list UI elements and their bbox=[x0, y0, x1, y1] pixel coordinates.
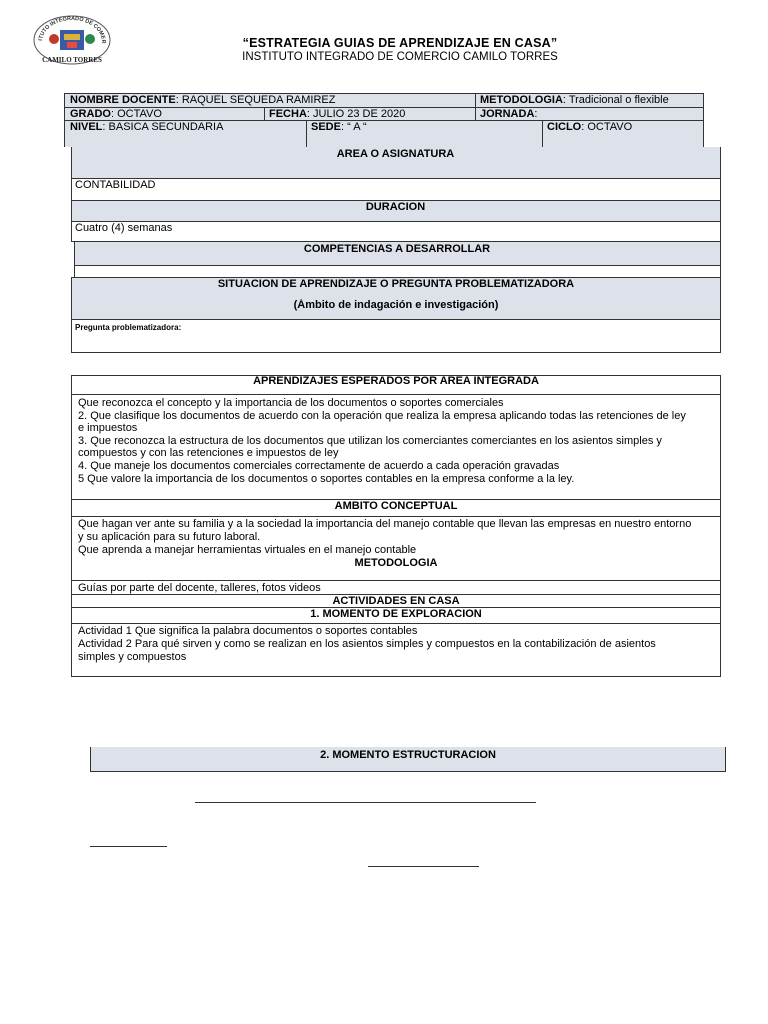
momento-estructuracion-heading: 2. MOMENTO ESTRUCTURACION bbox=[90, 747, 726, 772]
sede-label: SEDE bbox=[311, 121, 341, 133]
actividades-heading: ACTIVIDADES EN CASA bbox=[332, 595, 460, 607]
institution-name: INSTITUTO INTEGRADO DE COMERCIO CAMILO TORRES bbox=[242, 51, 558, 63]
pregunta-label: Pregunta problematizadora: bbox=[75, 323, 182, 332]
document-title: “ESTRATEGIA GUIAS DE APRENDIZAJE EN CASA” bbox=[242, 36, 558, 50]
jornada-label: JORNADA bbox=[480, 108, 535, 120]
logo-caption: CAMILO TORRES bbox=[42, 56, 102, 64]
aprendizaje-line: e impuestos bbox=[78, 422, 138, 435]
nivel-field bbox=[66, 121, 306, 134]
competencias-content bbox=[74, 265, 720, 277]
ciclo-value: : OCTAVO bbox=[581, 121, 633, 133]
docente-label: NOMBRE DOCENTE bbox=[70, 94, 176, 106]
aprendizajes-heading: APRENDIZAJES ESPERADOS POR AREA INTEGRADA bbox=[253, 375, 539, 387]
docente-field bbox=[66, 94, 475, 107]
aprendizaje-line: 5 Que valore la importancia de los documentos o soportes contables en la empresa conforme a la ley. bbox=[78, 472, 575, 485]
jornada-field bbox=[476, 108, 703, 120]
aprendizaje-line: compuestos y con las retenciones e impuestos de ley bbox=[78, 447, 339, 460]
ambito-heading: AMBITO CONCEPTUAL bbox=[334, 500, 458, 512]
ambito-line: y su aplicación para su futuro laboral. bbox=[78, 531, 261, 543]
actividad-line: Actividad 2 Para qué sirven y como se realizan en los asientos simples y compuestos en la contabilización de asientos bbox=[78, 638, 656, 650]
aprendizaje-line: 4. Que maneje los documentos comerciales correctamente de acuerdo a cada operación gravadas bbox=[78, 460, 560, 472]
momento-exploracion-heading: 1. MOMENTO DE EXPLORACION bbox=[310, 608, 482, 620]
area-value: CONTABILIDAD bbox=[75, 179, 156, 191]
metodologia-value: Guías por parte del docente, talleres, fotos videos bbox=[78, 582, 321, 594]
grado-label: GRADO bbox=[70, 108, 111, 120]
ambito-line: Que hagan ver ante su familia y a la sociedad la importancia del manejo contable que llevan las empresas en nuestro entorno bbox=[78, 518, 692, 530]
docente-value: : RAQUEL SEQUEDA RAMIREZ bbox=[175, 94, 336, 106]
nivel-value: : BASICA SECUNDARIA bbox=[102, 121, 224, 133]
situacion-subheading: (Ámbito de indagación e investigación) bbox=[293, 299, 499, 311]
duracion-heading: DURACION bbox=[71, 200, 720, 221]
sede-field bbox=[307, 121, 542, 134]
actividad-line: Actividad 1 Que significa la palabra documentos o soportes contables bbox=[78, 625, 418, 637]
competencias-heading: COMPETENCIAS A DESARROLLAR bbox=[74, 241, 720, 265]
nivel-label: NIVEL bbox=[70, 121, 103, 133]
ciclo-label: CICLO bbox=[547, 121, 582, 133]
grado-field bbox=[66, 108, 264, 120]
ciclo-field bbox=[543, 121, 703, 134]
blank-line bbox=[90, 846, 167, 847]
aprendizaje-line: 3. Que reconozca la estructura de los documentos que utilizan los comerciantes comerciantes en los asientos simples y bbox=[78, 434, 662, 447]
aprendizaje-line: Que reconozca el concepto y la importancia de los documentos o soportes comerciales bbox=[78, 397, 504, 409]
metodologia-heading: METODOLOGIA bbox=[354, 557, 438, 569]
fecha-value: : JULIO 23 DE 2020 bbox=[306, 108, 406, 120]
logo-arc-text: ITUTO INTEGRADO DE COMER bbox=[38, 15, 107, 44]
blank-line bbox=[368, 866, 479, 867]
actividad-line: simples y compuestos bbox=[78, 651, 187, 663]
blank-line bbox=[195, 802, 536, 803]
metodologia-value: : Tradicional o flexible bbox=[562, 94, 669, 106]
metodologia-label: METODOLOGIA bbox=[480, 94, 563, 106]
duracion-value: Cuatro (4) semanas bbox=[75, 222, 173, 234]
fecha-label: FECHA bbox=[269, 108, 307, 120]
metodologia-field bbox=[476, 94, 703, 107]
fecha-field bbox=[265, 108, 475, 120]
grado-value: : OCTAVO bbox=[110, 108, 162, 120]
sede-value: : “ A “ bbox=[340, 121, 367, 133]
ambito-line: Que aprenda a manejar herramientas virtuales en el manejo contable bbox=[78, 544, 417, 556]
situacion-heading: SITUACION DE APRENDIZAJE O PREGUNTA PROBLEMATIZADORA bbox=[217, 278, 575, 290]
area-heading: AREA O ASIGNATURA bbox=[71, 147, 720, 178]
jornada-value: : bbox=[534, 108, 538, 120]
aprendizaje-line: 2. Que clasifique los documentos de acuerdo con la operación que realiza la empresa aplicando todas las retenciones de ley bbox=[78, 409, 686, 422]
